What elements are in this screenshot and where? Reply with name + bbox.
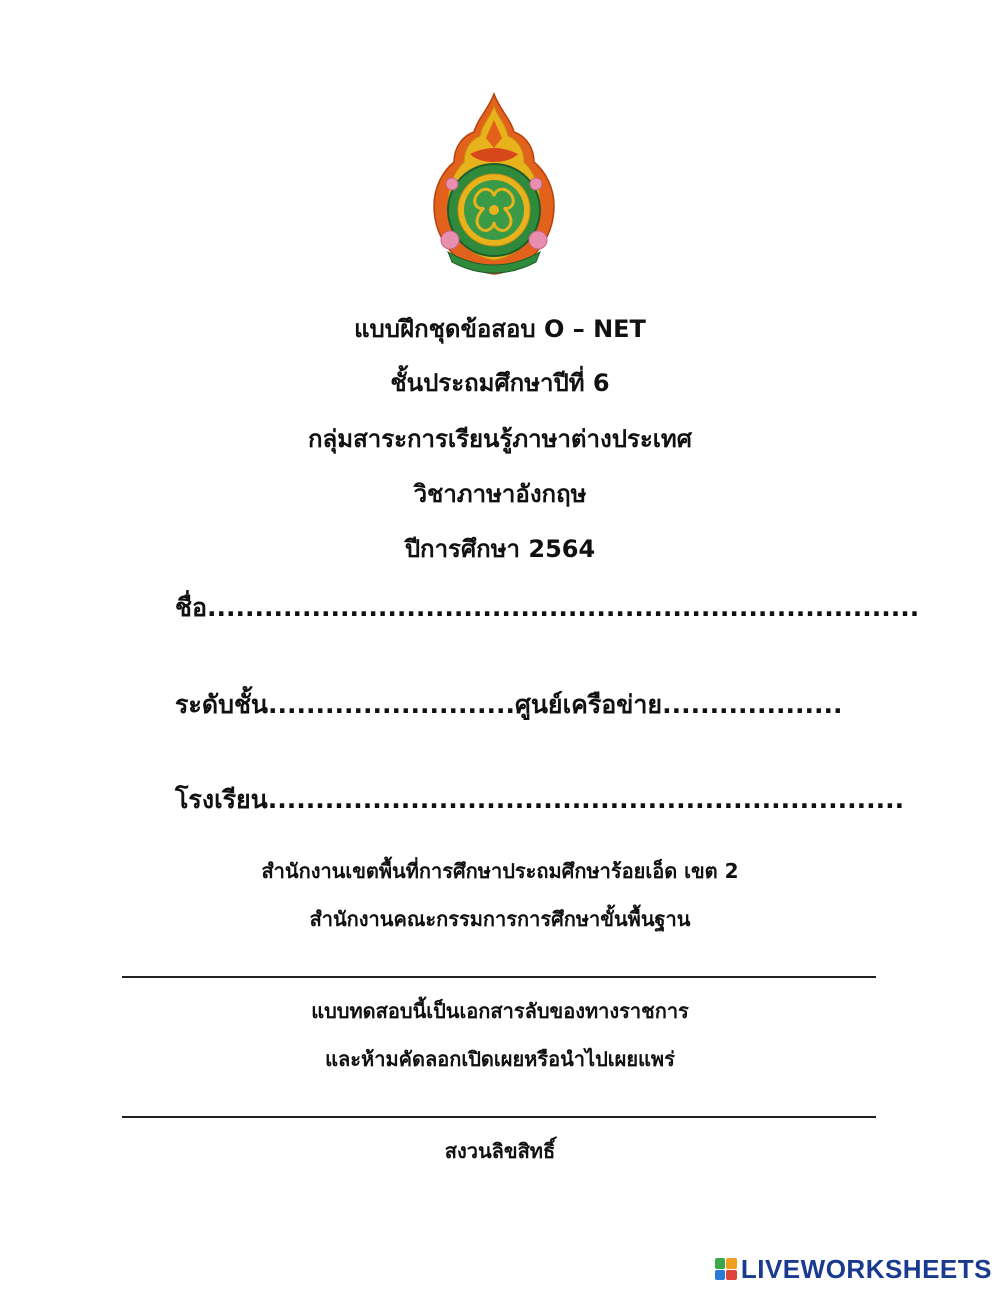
level-label: ระดับชั้น (175, 690, 269, 719)
level-field[interactable]: .......................... (268, 690, 515, 719)
school-label: โรงเรียน (175, 785, 268, 814)
liveworksheets-brand[interactable] (715, 1255, 992, 1283)
title-line-1: แบบฝึกชุดข้อสอบ O – NET (354, 315, 646, 343)
title-line-4: วิชาภาษาอังกฤษ (413, 480, 587, 508)
logo-square-2 (726, 1258, 737, 1269)
name-field[interactable]: ........................................................................... (206, 593, 920, 622)
notice-line-1: แบบทดสอบนี้เป็นเอกสารลับของทางราชการ (311, 999, 689, 1023)
title-line-2: ชั้นประถมศึกษาปีที่ 6 (390, 369, 610, 397)
logo-square-4 (726, 1270, 737, 1281)
copyright-text: สงวนลิขสิทธิ์ (444, 1139, 556, 1163)
name-field-line (175, 592, 919, 624)
name-label: ชื่อ (175, 593, 207, 622)
divider-top (122, 976, 876, 978)
school-field-line (175, 784, 904, 816)
office-line-1: สำนักงานเขตพื้นที่การศึกษาประถมศึกษาร้อยเอ็ด เขต 2 (261, 859, 739, 883)
title-line-3: กลุ่มสาระการเรียนรู้ภาษาต่างประเทศ (308, 425, 692, 453)
liveworksheets-text: LIVEWORKSHEETS (740, 1253, 992, 1284)
office-line-2: สำนักงานคณะกรรมการการศึกษาขั้นพื้นฐาน (309, 907, 691, 931)
network-field[interactable]: ................... (662, 690, 843, 719)
logo-square-1 (715, 1258, 726, 1269)
title-line-5: ปีการศึกษา 2564 (404, 535, 596, 563)
school-field[interactable]: ................................................................... (267, 785, 905, 814)
notice-line-2: และห้ามคัดลอกเปิดเผยหรือนำไปเผยแพร่ (325, 1047, 675, 1071)
obec-emblem-logo (430, 92, 558, 276)
liveworksheets-logo-icon (715, 1258, 737, 1280)
level-field-line (175, 689, 843, 721)
network-label: ศูนย์เครือข่าย (514, 690, 663, 719)
divider-bottom (122, 1116, 876, 1118)
logo-square-3 (715, 1270, 726, 1281)
